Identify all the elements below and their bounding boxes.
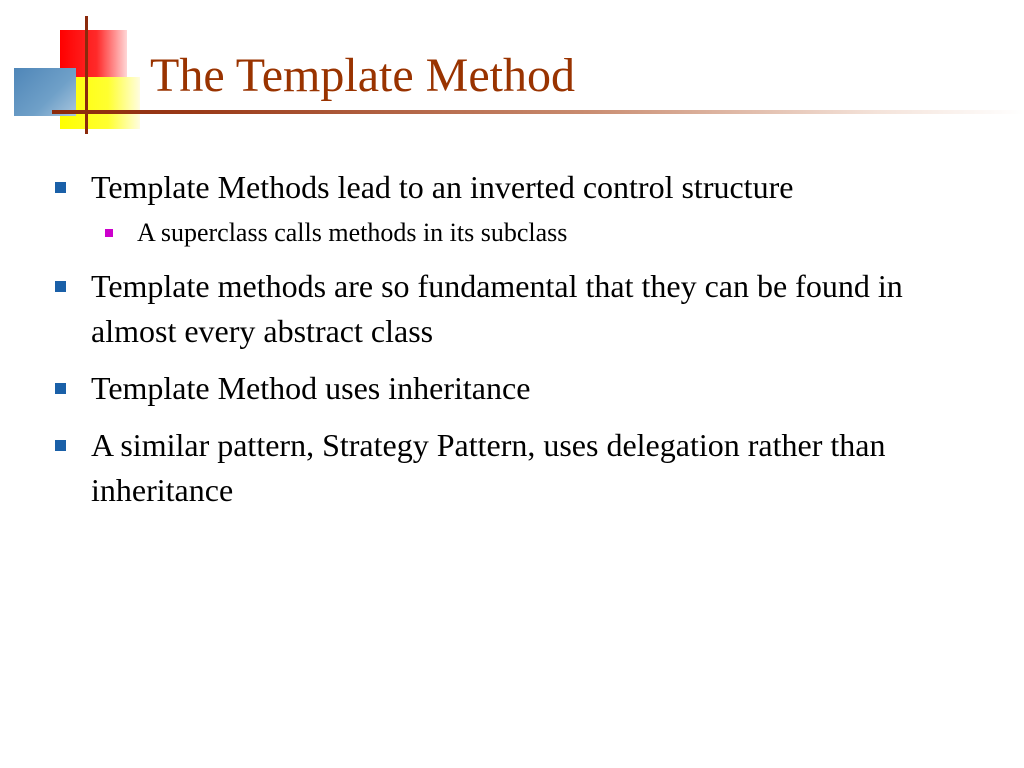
square-bullet-icon xyxy=(105,229,113,237)
blue-square-decoration xyxy=(14,68,76,116)
bullet-item xyxy=(0,165,981,210)
square-bullet-icon xyxy=(55,281,66,292)
decorative-logo xyxy=(0,0,160,140)
bullet-list xyxy=(0,165,1024,525)
bullet-text: Template Method uses inheritance xyxy=(91,370,531,406)
square-bullet-icon xyxy=(55,182,66,193)
square-bullet-icon xyxy=(55,440,66,451)
vertical-rule xyxy=(85,16,88,134)
bullet-text: Template methods are so fundamental that they can be found in almost every abstract class xyxy=(91,268,903,349)
sub-bullet-text: A superclass calls methods in its subclass xyxy=(137,218,568,247)
bullet-item xyxy=(0,423,981,513)
sub-bullet-item xyxy=(0,216,997,250)
square-bullet-icon xyxy=(55,383,66,394)
slide-title: The Template Method xyxy=(150,49,575,102)
title-underline xyxy=(52,110,1024,114)
bullet-item xyxy=(0,366,981,411)
bullet-text: Template Methods lead to an inverted control structure xyxy=(91,169,794,205)
bullet-text: A similar pattern, Strategy Pattern, uses delegation rather than inheritance xyxy=(91,427,886,508)
bullet-item xyxy=(0,264,981,354)
